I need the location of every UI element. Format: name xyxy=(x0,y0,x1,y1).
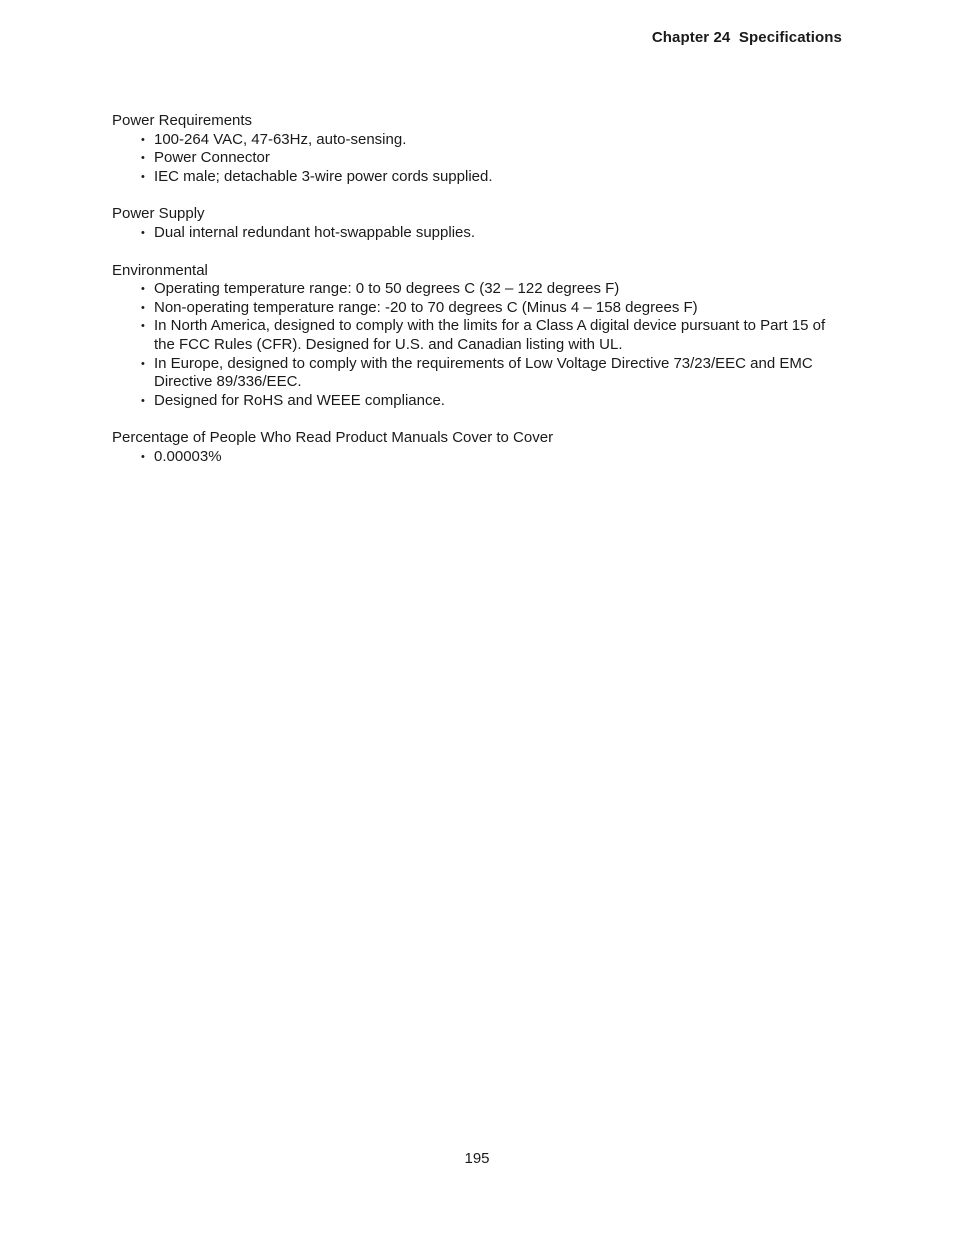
bullet-icon: • xyxy=(141,301,145,314)
list-item xyxy=(141,280,844,299)
list-item xyxy=(141,167,844,187)
list-item-text: In Europe, designed to comply with the requirements of Low Voltage Directive 73/23/EEC and EMC Directive 89/336/EEC. xyxy=(154,354,813,391)
bullet-icon: • xyxy=(141,394,145,407)
bullet-icon: • xyxy=(141,357,145,370)
list-item xyxy=(141,391,844,411)
list-item-text: Designed for RoHS and WEEE compliance. xyxy=(154,391,445,409)
list-item xyxy=(141,130,844,150)
bullet-icon: • xyxy=(141,133,145,146)
bullet-list xyxy=(112,131,844,187)
list-item-text: 0.00003% xyxy=(154,447,222,465)
section-manual-readers xyxy=(112,429,844,466)
bullet-list xyxy=(112,280,844,410)
bullet-icon: • xyxy=(141,283,145,296)
section-title: Percentage of People Who Read Product Manuals Cover to Cover xyxy=(112,429,554,447)
list-item xyxy=(141,317,844,354)
bullet-list xyxy=(112,448,844,467)
section-title: Environmental xyxy=(112,261,208,279)
section-power-requirements xyxy=(112,112,844,186)
bullet-icon: • xyxy=(141,320,145,333)
bullet-icon: • xyxy=(141,226,145,239)
page-number: 195 xyxy=(464,1150,490,1167)
bullet-icon: • xyxy=(141,152,145,165)
bullet-list xyxy=(112,224,844,243)
list-item xyxy=(141,223,844,243)
list-item xyxy=(141,354,844,392)
list-item xyxy=(141,149,844,168)
list-item xyxy=(141,447,844,467)
bullet-icon: • xyxy=(141,450,145,463)
specifications-content xyxy=(112,112,844,486)
list-item-text: IEC male; detachable 3-wire power cords supplied. xyxy=(154,167,493,185)
list-item-text: 100-264 VAC, 47-63Hz, auto-sensing. xyxy=(154,130,407,148)
running-header: Chapter 24 Specifications xyxy=(651,29,842,46)
list-item-text: Non-operating temperature range: -20 to 70 degrees C (Minus 4 – 158 degrees F) xyxy=(154,298,698,316)
list-item-text: In North America, designed to comply with the limits for a Class A digital device pursuant to Part 15 of the FCC Rules (CFR). Designed for U.S. and Canadian listing with UL. xyxy=(154,317,826,353)
list-item-text: Operating temperature range: 0 to 50 degrees C (32 – 122 degrees F) xyxy=(154,280,620,298)
section-environmental xyxy=(112,262,844,411)
list-item-text: Power Connector xyxy=(154,149,270,167)
list-item-text: Dual internal redundant hot-swappable supplies. xyxy=(154,223,476,241)
section-power-supply xyxy=(112,205,844,242)
section-title: Power Requirements xyxy=(112,112,253,129)
list-item xyxy=(141,298,844,318)
section-title: Power Supply xyxy=(112,205,205,223)
bullet-icon: • xyxy=(141,170,145,183)
